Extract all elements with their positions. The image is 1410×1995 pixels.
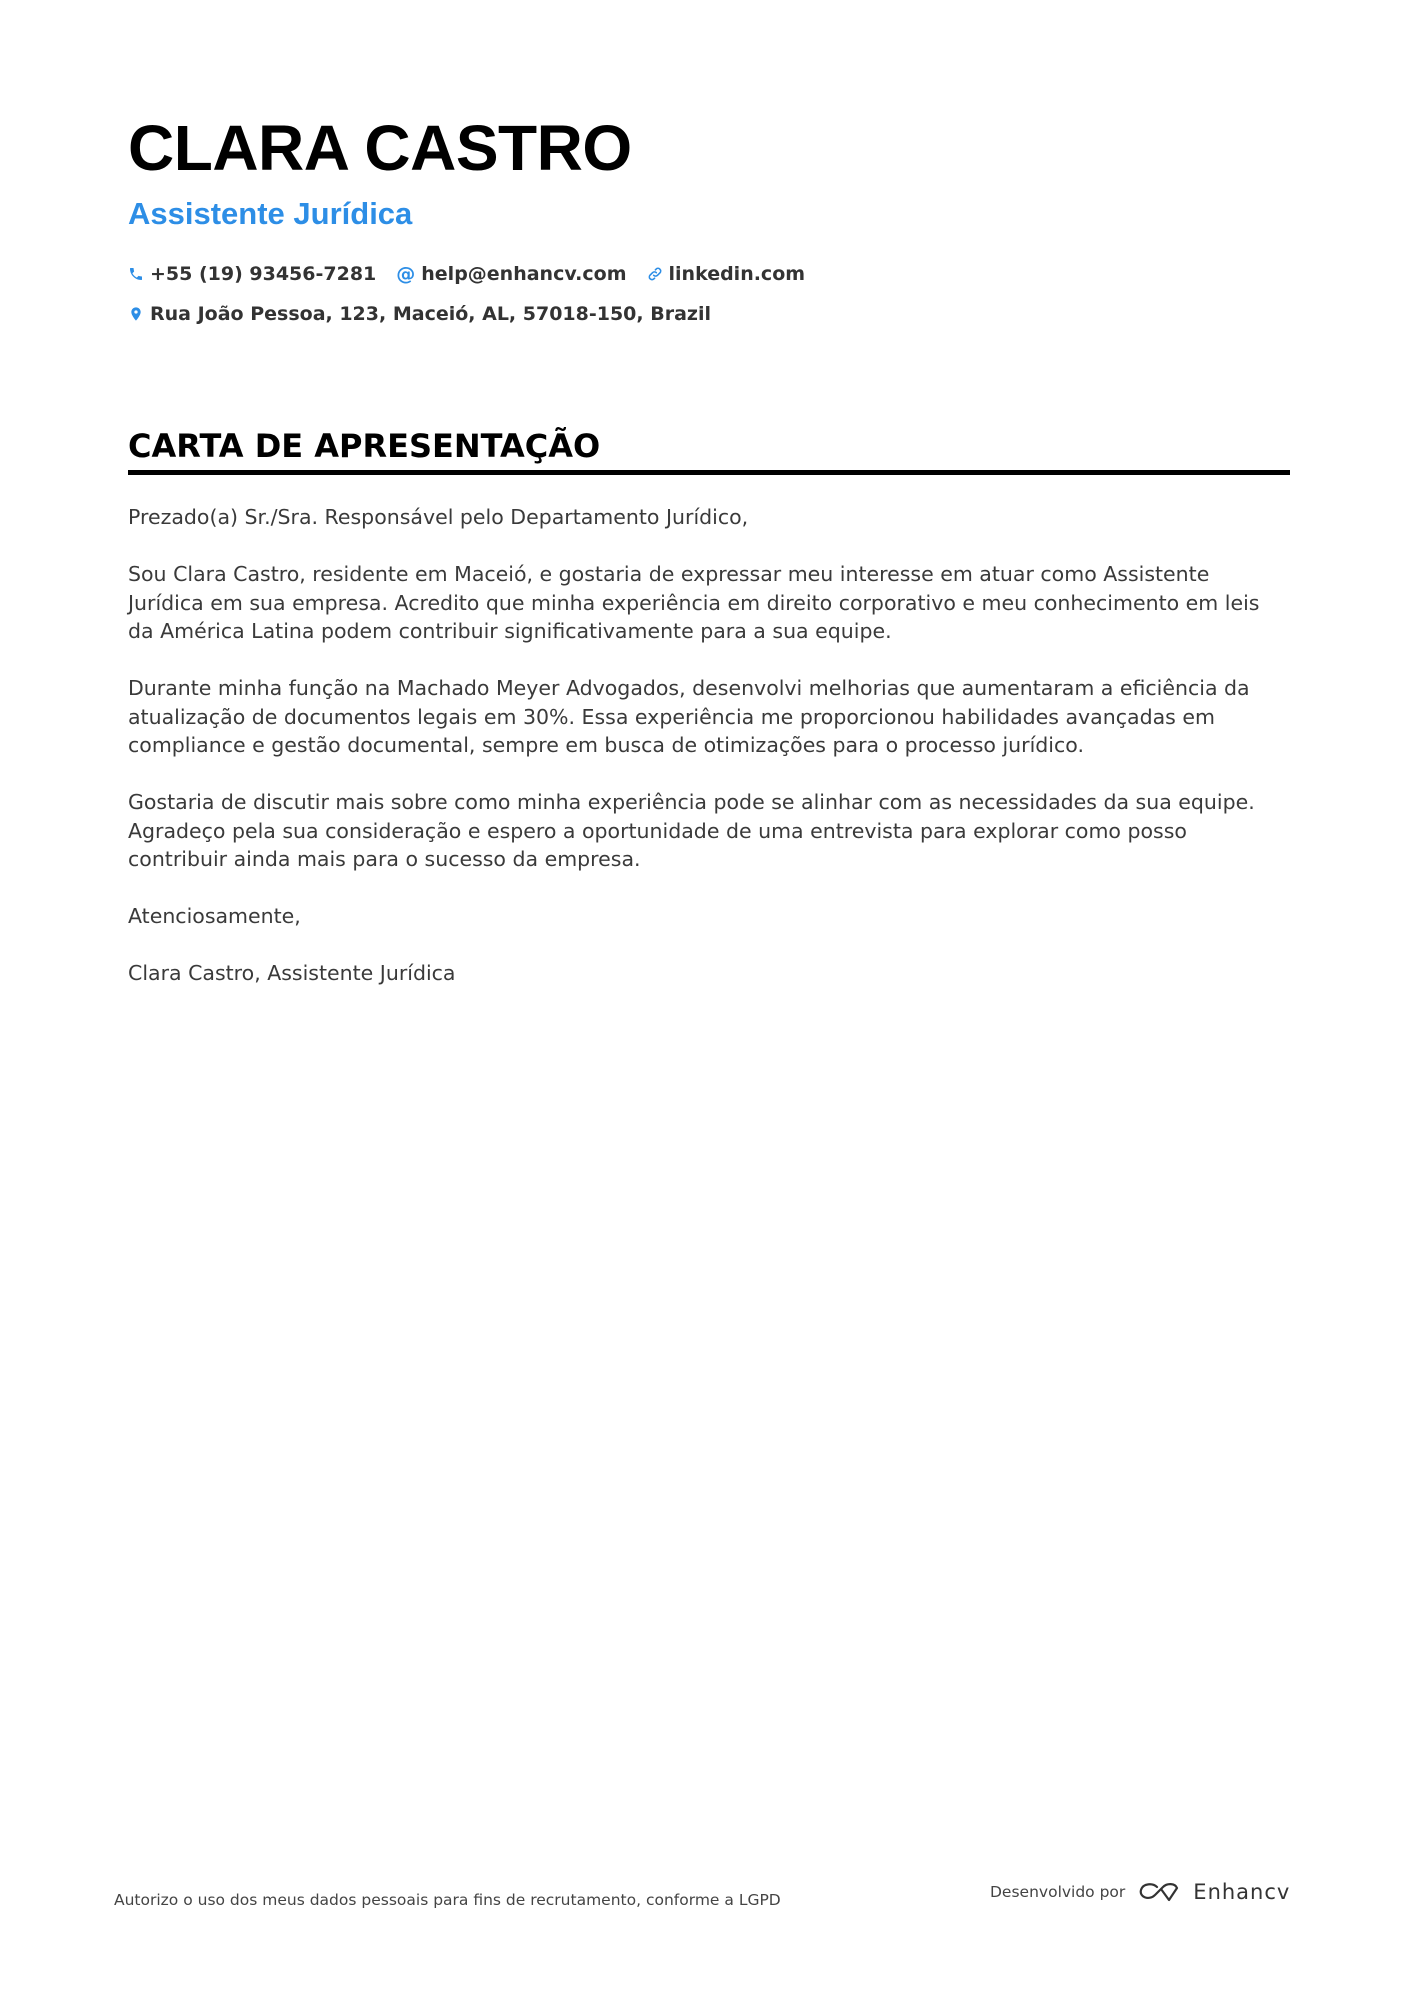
location-pin-icon	[128, 306, 144, 322]
contact-linkedin[interactable]	[647, 263, 806, 285]
linkedin-text[interactable]: linkedin.com	[668, 263, 806, 285]
footer-consent: Autorizo o uso dos meus dados pessoais para fins de recrutamento, conforme a LGPD	[114, 1891, 781, 1909]
letter-paragraph-3: Gostaria de discutir mais sobre como minha experiência pode se alinhar com as necessidades da sua equipe. Agradeço pela sua consideração e espero a oportunidade de uma entrevista para explorar como posso contribuir ainda mais para o sucesso da empresa.	[128, 790, 1255, 871]
letter-body	[128, 503, 1290, 988]
letter-greeting: Prezado(a) Sr./Sra. Responsável pelo Departamento Jurídico,	[128, 505, 749, 529]
letter-paragraph-1: Sou Clara Castro, residente em Maceió, e gostaria de expressar meu interesse em atuar como Assistente Jurídica em sua empresa. Acredito que minha experiência em direito corporativo e meu conhecimento em leis da América Latina podem contribuir significativamente para a sua equipe.	[128, 562, 1260, 643]
contact-row-primary	[128, 254, 1290, 294]
contact-phone	[128, 263, 376, 285]
job-title: Assistente Jurídica	[128, 196, 413, 231]
letter-paragraph-2: Durante minha função na Machado Meyer Advogados, desenvolvi melhorias que aumentaram a eficiência da atualização de documentos legais em 30%. Essa experiência me proporcionou habilidades avançadas em compliance e gestão documental, sempre em busca de otimizações para o processo jurídico.	[128, 676, 1250, 757]
at-icon: @	[396, 263, 416, 285]
letter-signature: Clara Castro, Assistente Jurídica	[128, 961, 456, 985]
brand-name: Enhancv	[1193, 1880, 1291, 1904]
phone-text: +55 (19) 93456-7281	[150, 263, 377, 285]
phone-icon	[128, 266, 144, 282]
footer-branding	[990, 1880, 1290, 1904]
contact-address	[128, 303, 711, 325]
letter-closing: Atenciosamente,	[128, 904, 301, 928]
email-text[interactable]: help@enhancv.com	[421, 263, 627, 285]
contact-email[interactable]	[396, 263, 626, 285]
section-title: CARTA DE APRESENTAÇÃO	[128, 426, 1290, 475]
address-text: Rua João Pessoa, 123, Maceió, AL, 57018-150, Brazil	[150, 303, 711, 325]
link-icon	[647, 266, 663, 282]
contact-info	[128, 254, 1290, 334]
enhancv-logo-icon	[1137, 1880, 1183, 1904]
contact-row-secondary	[128, 294, 1290, 334]
powered-by-text: Desenvolvido por	[990, 1883, 1126, 1901]
candidate-name: CLARA CASTRO	[128, 112, 632, 184]
cover-letter-page	[128, 108, 1290, 1016]
